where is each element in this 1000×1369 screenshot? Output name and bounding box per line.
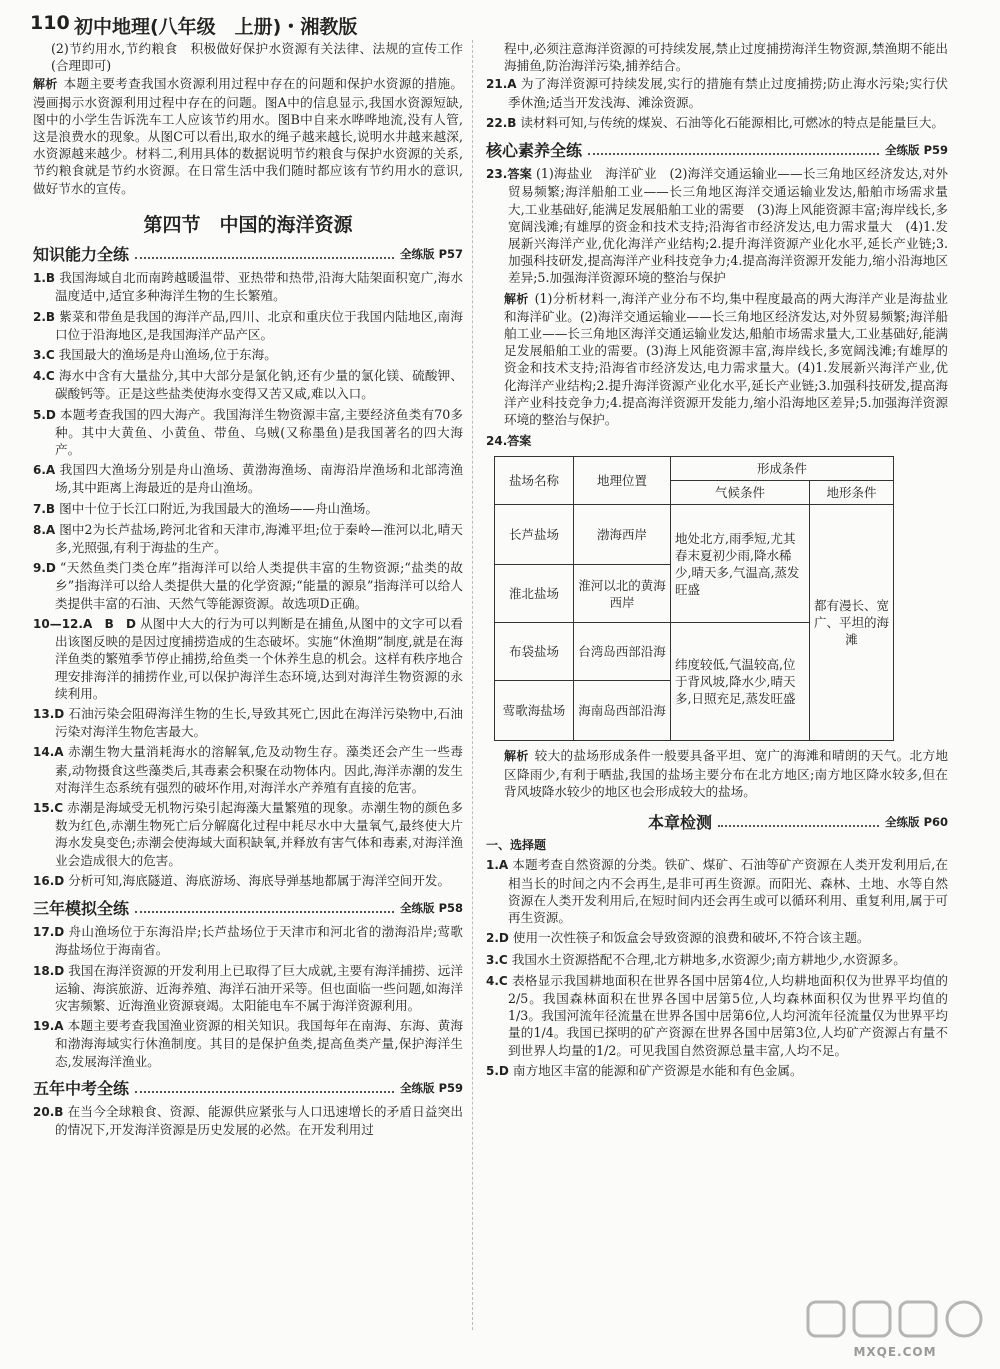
question-number: 1.A <box>486 858 509 873</box>
watermark-glyph-box <box>900 1302 936 1336</box>
answer-item <box>33 269 463 304</box>
question-number: 22.B <box>486 115 517 130</box>
analysis-label: 解析 <box>504 749 529 764</box>
page-header <box>30 8 970 42</box>
answer-item <box>33 705 463 740</box>
answer-item <box>33 559 463 612</box>
answer-item <box>33 308 463 343</box>
answer-item <box>33 1017 463 1070</box>
table-cell-location: 渤海西岸 <box>574 505 671 565</box>
question-number: 23.答案 <box>486 167 532 182</box>
answer-item <box>33 615 463 702</box>
table-cell-climate-north: 地处北方,雨季短,尤其春末夏初少雨,降水稀少,晴天多,气温高,蒸发旺盛 <box>671 505 810 623</box>
q23-analysis <box>486 290 948 429</box>
watermark-logo <box>800 1300 990 1362</box>
section-title: 第四节 中国的海洋资源 <box>143 213 353 236</box>
section-ref: 全练版 P59 <box>400 1080 463 1095</box>
answer-text: 我国最大的渔场是舟山渔场,位于东海。 <box>58 347 277 363</box>
intro-answer: (2)节约用水,节约粮食 积极做好保护水资源有关法律、法规的宣传工作 (合理即可) <box>51 41 476 74</box>
answer-text: 南方地区丰富的能源和矿产资源是水能和有色金属。 <box>512 1062 803 1078</box>
answer-item <box>33 521 463 556</box>
answer-item <box>486 929 948 947</box>
section-rule <box>135 1091 394 1093</box>
answer-text: (1)海盐业 海洋矿业 (2)海洋交通运输业——长三角地区经济发达,对外贸易频繁;海洋船舶工业——长三角地区海洋交通运输业发达,船舶市场需求量大,工业基础好,能满足发展船舶工业的需要 (3)海上风能资源丰富;海岸线长,多宽阔浅滩;有雄厚的资金和技术支持;沿海省市经济发达,电力需求量大 (4)1.发展新兴海洋产业,优化海洋产业结构;2.提升海洋资源产业化水平,延长产业链;3.加强科技研发,提高海洋产业科技竞争力;4.提高海洋资源开发能力,缩小沿海地区差异;5.加强海洋资源环境的整治与保护 <box>508 166 949 286</box>
book-title: 初中地理(八年级 上册)・湘教版 <box>74 16 358 38</box>
answer-text: 图中2为长芦盐场,跨河北省和天津市,海滩平坦;位于秦岭—淮河以北,晴天多,光照强,有利于海盐的生产。 <box>55 521 463 556</box>
answer-item <box>33 743 463 796</box>
answer-text: 赤潮生物大量消耗海水的溶解氧,危及动物生存。藻类还会产生一些毒素,动物摄食这些藻类后,其毒素会积聚在动物体内。因此,海洋赤潮的发生对海洋生态系统有强烈的破坏作用,对海洋水产养殖有直接的危害。 <box>55 744 463 795</box>
question-number: 5.D <box>486 1063 509 1078</box>
question-number: 18.D <box>33 963 65 978</box>
answer-text: 本题考查我国的四大海产。我国海洋生物资源丰富,主要经济鱼类有70多种。其中大黄鱼、小黄鱼、带鱼、乌贼(又称墨鱼)是我国著名的四大海产。 <box>55 406 463 458</box>
table-cell-name: 布袋盐场 <box>495 623 574 681</box>
question-number: 4.C <box>486 973 508 988</box>
answer-item <box>33 872 463 890</box>
answer-list-chapter-test <box>486 856 948 1079</box>
left-column <box>33 40 476 1141</box>
question-number: 10—12.A B D <box>33 616 136 631</box>
answer-text: 表格显示我国耕地面积在世界各国中居第4位,人均耕地面积仅为世界平均值的2/5。我国森林面积在世界各国中居第5位,人均森林面积仅为世界平均值的1/3。我国河流年径流量在世界各国中居第6位,人均河流年径流量仅为世界平均量的1/4。我国已探明的矿产资源在世界各国中居第3位,人均矿产资源占有量不到世界人均量的1/2。可见我国自然资源总量丰富,人均不足。 <box>508 972 948 1058</box>
table-header-terrain: 地形条件 <box>810 481 894 505</box>
answer-text: 在当今全球粮食、资源、能源供应紧张与人口迅速增长的矛盾日益突出的情况下,开发海洋资源是历史发展的必然。在开发利用过 <box>55 1103 463 1138</box>
answer-text: 为了海洋资源可持续发展,实行的措施有禁止过度捕捞;防止海水污染;实行伏季休渔;适当开发浅海、滩涂资源。 <box>508 76 948 110</box>
section-rule <box>135 911 394 913</box>
answer-text: 使用一次性筷子和饭盒会导致资源的浪费和破坏,不符合该主题。 <box>512 930 870 946</box>
table-cell-location: 台湾岛西部沿海 <box>574 623 671 681</box>
analysis-text: 较大的盐场形成条件一般要具备平坦、宽广的海滩和晴朗的天气。北方地区降雨少,有利于晒盐,我国的盐场主要分布在北方地区;南方地区降水较多,但在背风坡降水较少的地区也会形成较大的盐场。 <box>504 748 948 799</box>
question-number: 14.A <box>33 745 64 760</box>
answer-text: “天然鱼类门类仓库”指海洋可以给人类提供丰富的生物资源;“盐类的故乡”指海洋可以给人类提供大量的化学资源;“能量的源泉”指海洋可以给人类提供丰富的石油、天然气等能源资源。故选项D正确。 <box>55 560 463 611</box>
answer-text: 本题考查自然资源的分类。铁矿、煤矿、石油等矿产资源在人类开发利用后,在相当长的时间之内不会再生,是非可再生资源。而阳光、森林、土地、水等自然资源在人类开发利用后,在短时间内还会再生或可以循环利用、重复利用,属于可再生资源。 <box>508 857 948 926</box>
answer-item <box>486 75 948 110</box>
salt-field-table <box>494 456 894 741</box>
question-number: 1.B <box>33 271 56 286</box>
table-cell-name: 莺歌海盐场 <box>495 681 574 741</box>
table-cell-location: 淮河以北的黄海西岸 <box>574 565 671 623</box>
question-number: 5.D <box>33 407 56 422</box>
table-header-location: 地理位置 <box>574 457 671 505</box>
right-column <box>486 40 948 1083</box>
question-number: 6.A <box>33 463 56 478</box>
answer-list-five-year <box>33 1103 463 1138</box>
answer-text: 本题主要考查我国渔业资源的相关知识。我国每年在南海、东海、黄海和渤海海域实行休渔制度。其目的是保护鱼类,提高鱼类产量,保护海洋生态,发展海洋渔业。 <box>55 1018 463 1069</box>
answer-item <box>33 500 463 518</box>
section-header-knowledge <box>33 246 463 263</box>
answer-item <box>33 367 463 402</box>
question-number: 3.C <box>486 952 508 967</box>
answer-text: 石油污染会阻碍海洋生物的生长,导致其死亡,因此在海洋污染物中,石油污染对海洋生物危害最大。 <box>55 705 463 740</box>
section-header-three-year <box>33 900 463 917</box>
question-number: 4.C <box>33 369 55 384</box>
answer-item <box>33 799 463 869</box>
answer-list-three-year <box>33 923 463 1070</box>
section-name: 核心素养全练 <box>486 141 583 161</box>
answer-item <box>486 972 948 1059</box>
question-number: 20.B <box>33 1104 64 1119</box>
section-header-core <box>486 142 948 159</box>
question-number: 16.D <box>33 873 65 888</box>
intro-analysis: 本题主要考查我国水资源利用过程中存在的问题和保护水资源的措施。漫画揭示水资源利用过程中存在的问题。图A中的信息显示,我国水资源短缺,图中的小学生告诉洗车工人应该节约用水。图B中自来水哗哗地流,没有人管,这是浪费水的现象。从图C可以看出,取水的绳子越来越长,说明水井越来越深,水资源越来越少。材料二,利用具体的数据说明节约粮食与保护水资源的关系,节约粮食就是节约水资源。在日常生活中我们随时都应该有节约用水的意识,做好节水的宣传。 <box>33 76 463 196</box>
answer-text: 赤潮是海域受无机物污染引起海藻大量繁殖的现象。赤潮生物的颜色多数为红色,赤潮生物死亡后分解腐化过程中耗尽水中大量氧气,最终使大片海水发臭变色;赤潮会使海域大面积缺氧,并释放有害气体和毒素,对海洋渔业会造成很大的危害。 <box>55 799 463 868</box>
table-cell-location: 海南岛西部沿海 <box>574 681 671 741</box>
section-ref: 全练版 P59 <box>885 143 948 158</box>
q23-answer <box>486 165 948 286</box>
analysis-label: 解析 <box>504 291 529 306</box>
answer-item <box>486 114 948 132</box>
watermark-glyph-box <box>808 1302 844 1336</box>
section-header-five-year <box>33 1080 463 1097</box>
table-cell-name: 淮北盐场 <box>495 565 574 623</box>
answer-text: 从图中大大的行为可以判断是在捕鱼,从图中的文字可以看出该图反映的是因过度捕捞造成的生态破坏。实施“休渔期”制度,就是在海洋鱼类的繁殖季节停止捕捞,给鱼类一个休养生息的机会。这样有秩序地合理安排海洋的捕捞作业,可以保护海洋生态环境,达到对海洋生物资源的永续利用。 <box>55 615 463 701</box>
section-ref: 全练版 P58 <box>400 900 463 915</box>
section-rule <box>588 153 879 155</box>
question-number: 8.A <box>33 522 56 537</box>
question-number: 7.B <box>33 501 56 516</box>
answer-text: 我国四大渔场分别是舟山渔场、黄渤海渔场、南海沿岸渔场和北部湾渔场,其中距离上海最近的是舟山渔场。 <box>55 462 463 496</box>
table-cell-name: 长芦盐场 <box>495 505 574 565</box>
continued-text: 程中,必须注意海洋资源的可持续发展,禁止过度捕捞海洋生物资源,禁渔期不能出海捕鱼,防治海洋污染,捕养结合。 <box>504 41 948 74</box>
answer-text: 紫菜和带鱼是我国的海洋产品,四川、北京和重庆位于我国内陆地区,南海口位于沿海地区,是我国海洋产品产区。 <box>55 308 463 342</box>
answer-text: 读材料可知,与传统的煤炭、石油等化石能源相比,可燃冰的特点是能量巨大。 <box>520 114 945 130</box>
answer-item <box>486 856 948 926</box>
answer-item <box>33 346 463 364</box>
table-cell-climate-south: 纬度较低,气温较高,位于背风坡,降水少,晴天多,日照充足,蒸发旺盛 <box>671 623 810 741</box>
question-number: 2.B <box>33 309 56 324</box>
table-header-formation: 形成条件 <box>671 457 894 481</box>
analysis-text: (1)分析材料一,海洋产业分布不均,集中程度最高的两大海洋产业是海盐业和海洋矿业。(2)海洋交通运输业——长三角地区经济发达,对外贸易频繁;海洋船舶工业——长三角地区海洋交通运输业发达,船舶市场需求量大,工业基础好,能满足发展船舶工业的需要。(3)海上风能资源丰富,海岸线长,多宽阔浅滩;有雄厚的资金和技术支持;沿海省市经济发达,电力需求量大。(4)1.发展新兴海洋产业,优化海洋产业结构;2.提升海洋资源产业化水平,延长产业链;3.加强科技研发,提高海洋产业科技竞争力;4.提高海洋资源开发能力,缩小沿海地区差异;5.加强海洋资源环境的整治与保护。 <box>504 290 948 428</box>
answer-item <box>486 951 948 969</box>
page-number: 110 <box>30 12 70 34</box>
answer-item <box>33 461 463 496</box>
answer-list-continued <box>486 75 948 132</box>
question-number: 3.C <box>33 348 55 363</box>
column-divider <box>472 40 473 1330</box>
watermark-text: MXQE.COM <box>853 1345 937 1359</box>
table-header-name: 盐场名称 <box>495 457 574 505</box>
section-name: 三年模拟全练 <box>33 898 130 918</box>
answer-text: 分析可知,海底隧道、海底游场、海底导弹基地都属于海洋空间开发。 <box>68 872 451 888</box>
answer-list-knowledge <box>33 269 463 890</box>
section-ref: 全练版 P60 <box>885 815 948 830</box>
table-cell-terrain: 都有漫长、宽广、平坦的海滩 <box>810 505 894 741</box>
answer-item <box>33 1103 463 1138</box>
answer-text: 图中十位于长江口附近,为我国最大的渔场——舟山渔场。 <box>59 500 378 516</box>
question-number: 19.A <box>33 1019 64 1034</box>
answer-text: 海水中含有大量盐分,其中大部分是氯化钠,还有少量的氯化镁、硫酸钾、碳酸钙等。正是这些盐类使海水变得又苦又咸,难以入口。 <box>55 368 463 402</box>
question-number: 2.D <box>486 931 509 946</box>
section-name: 知识能力全练 <box>33 245 130 265</box>
section-header-chapter-test <box>486 814 948 831</box>
question-number: 15.C <box>33 800 64 815</box>
watermark-glyph-box <box>854 1302 890 1336</box>
section-name: 五年中考全练 <box>33 1078 130 1098</box>
question-number: 9.D <box>33 561 56 576</box>
answer-text: 我国水土资源搭配不合理,北方耕地多,水资源少;南方耕地少,水资源多。 <box>511 951 906 967</box>
section-name: 本章检测 <box>648 813 713 833</box>
q24-answer <box>486 432 948 450</box>
question-number: 24.答案 <box>486 434 532 449</box>
answer-text: 我国在海洋资源的开发利用上已取得了巨大成就,主要有海洋捕捞、远洋运输、海滨旅游、近海养殖、海洋石油开采等。但也面临一些问题,如海洋灾害频繁、近海渔业资源衰竭。太阳能电车不属于海洋资源利用。 <box>55 962 463 1013</box>
section-rule <box>718 825 879 827</box>
part-title: 一、选择题 <box>486 838 547 853</box>
answer-item <box>33 923 463 958</box>
watermark-glyph-circle <box>947 1302 981 1336</box>
answer-item <box>486 1062 948 1080</box>
answer-text: 舟山渔场位于东海沿岸;长芦盐场位于天津市和河北省的渤海沿岸;莺歌海盐场位于海南省。 <box>55 924 463 958</box>
answer-item <box>33 406 463 459</box>
section-rule <box>135 257 394 259</box>
answer-text: 我国海域自北而南跨越暖温带、亚热带和热带,沿海大陆架面积宽广,海水温度适中,适宜多种海洋生物的生长繁殖。 <box>55 270 463 304</box>
answer-item <box>33 962 463 1015</box>
section-ref: 全练版 P57 <box>400 247 463 262</box>
question-number: 21.A <box>486 77 517 92</box>
q24-analysis <box>486 747 948 800</box>
question-number: 17.D <box>33 925 65 940</box>
table-header-climate: 气候条件 <box>671 481 810 505</box>
analysis-label: 解析 <box>33 77 58 92</box>
question-number: 13.D <box>33 706 65 721</box>
